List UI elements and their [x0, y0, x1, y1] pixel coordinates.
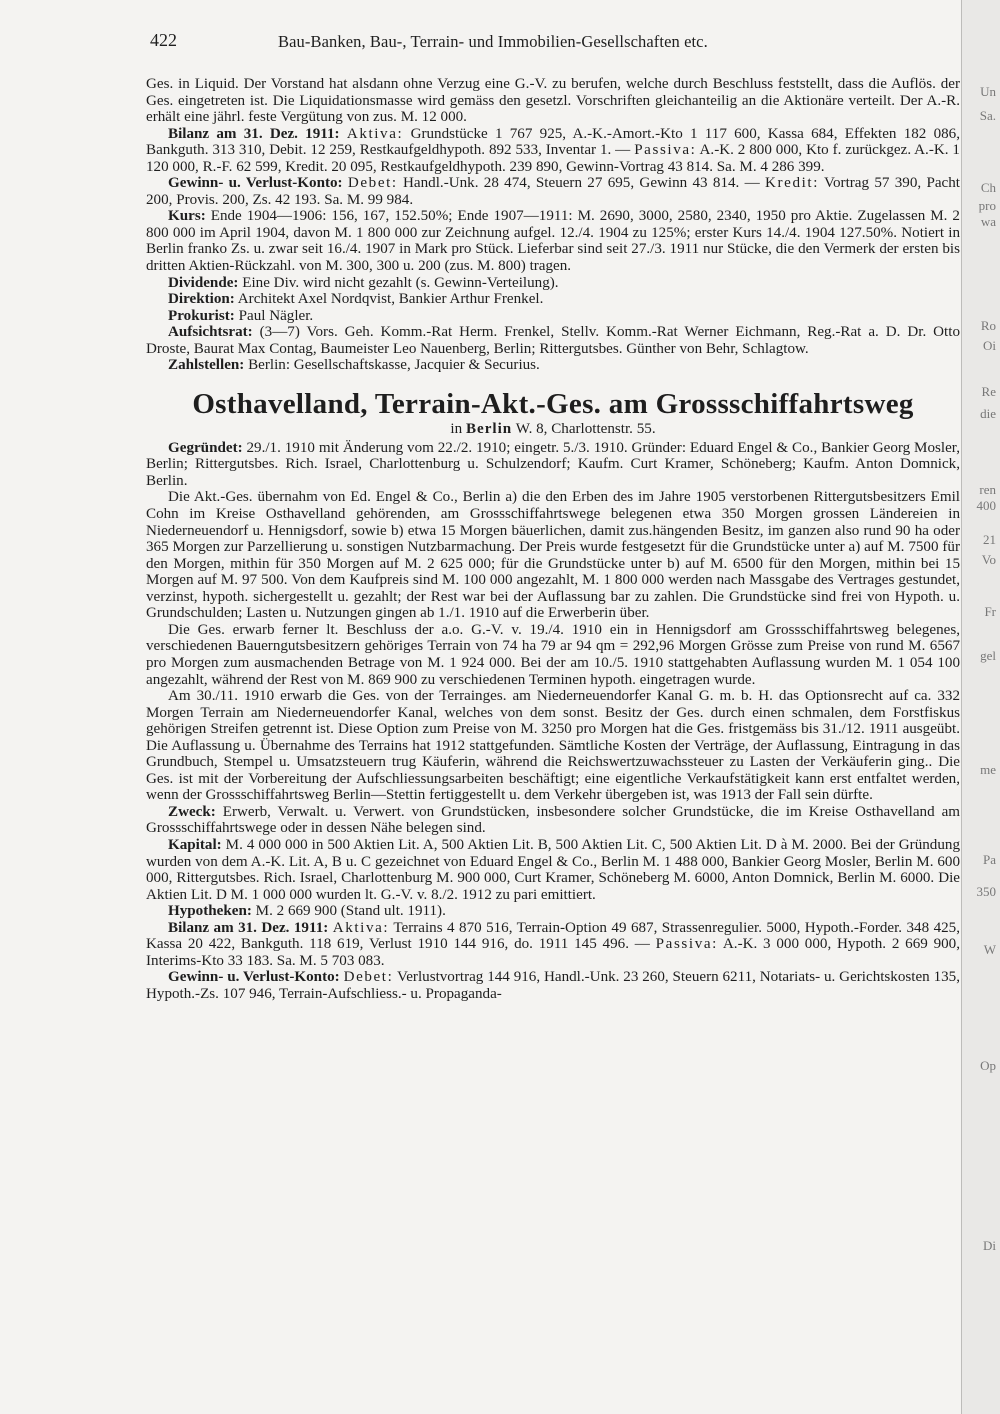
aufsichtsrat-text: (3—7) Vors. Geh. Komm.-Rat Herm. Frenkel, Stellv. Komm.-Rat Werner Eichmann, Reg.-Rat a. D. Dr. Otto Droste, Baurat Max Contag, Baumeister Leo Nauenberg, Berlin; Rittergutsbes. Günther von Behr, Schlagtow. [146, 324, 960, 357]
margin-fragment: Un [980, 84, 996, 99]
location-prefix: in [450, 420, 463, 437]
page-header [150, 30, 840, 60]
bilanz-aktiva-text: Grundstücke 1 767 925, A.-K.-Amort.-Kto 1 117 600, Kassa 684, Effekten 182 086, Bankguth. 313 310, Debit. 12 259, Restkaufgeldhypoth. 892 533, Inventar 1. — [146, 125, 961, 159]
kurs-text: Ende 1904—1906: 156, 167, 152.50%; Ende 1907—1911: M. 2690, 3000, 2580, 2340, 1950 pro Aktie. Zugelassen M. 2 800 000 im April 1904, davon M. 1 800 000 zur Zeichnung aufgel. 12./4. 1904 zu 125%; erster Kurs 14./4. 1904 127.50%. Notiert in Berlin franko Zs. u. zwar seit 16./4. 1907 in Mark pro Stück. Lieferbar sind seit 27./3. 1911 nur Stücke, die den Vermerk der ersten bis dritten Aktien-Rückzahl. von M. 300, 300 u. 200 (zus. M. 800) tragen. [146, 208, 960, 275]
bilanz-1911-section [146, 126, 960, 176]
guv-section [146, 175, 960, 208]
bilanz-aktiva-text-2: Terrains 4 870 516, Terrain-Option 49 687, Strassenregulier. 5000, Hypoth.-Forder. 348 425, Kassa 20 422, Bankguth. 118 619, Verlust 1910 144 916, do. 1911 145 496. — [146, 919, 960, 953]
guv-label: Gewinn- u. Verlust-Konto: [168, 175, 343, 192]
aufsichtsrat-label: Aufsichtsrat: [168, 324, 253, 341]
kapital-text: M. 4 000 000 in 500 Aktien Lit. A, 500 Aktien Lit. B, 500 Aktien Lit. C, 500 Aktien Lit. D à M. 2000. Bei der Gründung wurden von dem A.-K. Lit. A, B u. C gezeichnet von Eduard Engel & Co., Berlin M. 1 488 000, Bankier Georg Mosler, Berlin M. 600 000, Rittergutsbes. Rich. Israel, Charlottenburg M. 900 000, Curt Kramer, Schöneberg M. 6000, Anton Domnick, Berlin M. 6000. Die Aktien Lit. D M. 1 000 000 wurden lt. G.-V. v. 8./2. 1912 zu pari emittiert. [146, 836, 960, 903]
zahlstellen-text: Berlin: Gesellschaftskasse, Jacquier & Securius. [248, 357, 540, 374]
erwerb-paragraph: Die Ges. erwarb ferner lt. Beschluss der a.o. G.-V. v. 19./4. 1910 ein in Hennigsdorf am Grossschiffahrtsweg belegenes, verschiedenen Bauerngutsbesitzern gehöriges Terrain von 74 ha 79 ar 94 qm = 292,96 Morgen Grösse zum Preise von rund M. 6567 pro Morgen zum ausmachenden Betrage von M. 1 924 000. Bei der am 10./5. 1910 stattgehabten Auflassung wurden M. 1 054 100 angezahlt, während der Rest von M. 869 900 zu verschiedenen Terminen hypoth. eingetragen wurde. [146, 621, 960, 688]
zahlstellen-label: Zahlstellen: [168, 357, 245, 374]
zweck-label: Zweck: [168, 803, 216, 820]
company-heading: Osthavelland, Terrain-Akt.-Ges. am Grossschiffahrtsweg [192, 387, 914, 420]
margin-fragment: wa [980, 214, 996, 229]
zweck-text: Erwerb, Verwalt. u. Verwert. von Grundstücken, insbesondere solcher Grundstücke, die im Kreise Osthavelland am Grossschiffahrtswege oder in dessen Nähe belegen sind. [146, 803, 961, 837]
margin-fragment: Fr [984, 604, 996, 619]
margin-fragment: Ch [980, 180, 996, 195]
liquidation-paragraph: Ges. in Liquid. Der Vorstand hat alsdann ohne Verzug eine G.-V. zu berufen, welche durch Beschluss feststellt, dass die Auflös. der Ges. eingetreten ist. Die Liquidationsmasse wird gemäss den gesetzl. Vorschriften gleichanteilig an die Aktionäre verteilt. Der A.-R. erhält eine jährl. feste Vergütung von zus. M. 12 000. [146, 76, 960, 126]
margin-fragment: gel [980, 648, 996, 663]
bilanz-passiva-text: A.-K. 2 800 000, Kto f. zurückgez. A.-K. 1 120 000, R.-F. 62 599, Kredit. 20 095, Restkaufgeldhypoth. 239 890, Gewinn-Vortrag 43 814. Sa. M. 4 286 399. [146, 142, 960, 175]
hypotheken-label: Hypotheken: [168, 903, 252, 920]
location-city: Berlin [465, 420, 513, 437]
direktion-section [146, 291, 960, 308]
kredit-label: Kredit: [765, 175, 820, 192]
hypotheken-section [146, 903, 960, 920]
kurs-label: Kurs: [168, 208, 206, 225]
text-column [146, 76, 960, 1002]
guv-debet-text-2: Verlustvortrag 144 916, Handl.-Unk. 23 260, Steuern 6211, Notariats- u. Gerichtskosten 135, Hypoth.-Zs. 107 946, Terrain-Aufschliess.- u. Propaganda- [146, 969, 960, 1002]
margin-fragment: 21 [983, 532, 996, 547]
margin-fragment: Sa. [979, 108, 996, 123]
aktiva-label: Aktiva: [346, 125, 404, 142]
kapital-label: Kapital: [168, 836, 222, 853]
margin-fragments [964, 0, 998, 1414]
margin-fragment: Pa [983, 852, 996, 867]
prokurist-text: Paul Nägler. [238, 307, 314, 324]
guv-kredit-text: Vortrag 57 390, Pacht 200, Provis. 200, Zs. 42 193. Sa. M. 99 984. [146, 175, 960, 208]
company-location [146, 420, 960, 438]
margin-fragment: pro [978, 198, 996, 213]
kapital-section [146, 837, 960, 903]
hypotheken-text: M. 2 669 900 (Stand ult. 1911). [255, 903, 446, 920]
margin-fragment: me [980, 762, 996, 777]
margin-fragment: Di [983, 1238, 996, 1253]
location-address: W. 8, Charlottenstr. 55. [515, 420, 656, 437]
aufsichtsrat-section [146, 324, 960, 357]
prokurist-section [146, 308, 960, 325]
debet-label: Debet: [347, 175, 398, 192]
prokurist-label: Prokurist: [168, 307, 235, 324]
gegruendet-section [146, 440, 960, 490]
margin-fragment: ren [979, 482, 996, 497]
bilanz-label: Bilanz am 31. Dez. 1911: [168, 125, 340, 142]
direktion-label: Direktion: [168, 291, 235, 308]
page-number: 422 [150, 30, 177, 50]
gegruendet-label: Gegründet: [168, 439, 243, 456]
guv-label-2: Gewinn- u. Verlust-Konto: [168, 969, 340, 986]
facing-page-edge [961, 0, 1000, 1414]
margin-fragment: Re [981, 384, 996, 399]
debet-label-2: Debet: [343, 969, 394, 986]
option-paragraph: Am 30./11. 1910 erwarb die Ges. von der Terrainges. am Niederneuendorfer Kanal G. m. b. H. das Optionsrecht auf ca. 332 Morgen Terrain am Niederneuendorfer Kanal, welches von dem sonst. Besitz der Ges. durch einen schmalen, dem Forstfiskus gehörigen Streifen getrennt ist. Diese Option zum Preise von M. 3250 pro Morgen hat die Ges. fristgemäss bis 31./12. 1911 ausgeübt. Die Auflassung u. Übernahme des Terrains hat 1912 stattgefunden. Sämtliche Kosten der Verträge, der Auflassung, Eintragung in das Grundbuch, Stempel u. Umsatzsteuern trug Käuferin, während die Reichswertzuwachssteuer zu Lasten der Verkäuferin ging.. Die Ges. ist mit der Vorbereitung der Aufschliessungsarbeiten beschäftigt; eine eigentliche Verkaufstätigkeit kann erst entfaltet werden, wenn der Grossschiffahrtsweg Berlin—Stettin fertiggestellt u. dem Verkehr übergeben ist, was 1913 der Fall sein dürfte. [146, 688, 960, 804]
passiva-label: Passiva: [634, 142, 697, 159]
aktiva-label-2: Aktiva: [332, 919, 390, 936]
gegruendet-text: 29./1. 1910 mit Änderung vom 22./2. 1910; eingetr. 5./3. 1910. Gründer: Eduard Engel & Co., Bankier Georg Mosler, Berlin; Rittergutsbes. Rich. Israel, Charlottenburg u. Schulzendorf; Kaufm. Curt Kramer, Schöneberg; Kaufm. Anton Domnick, Berlin. [146, 439, 960, 489]
margin-fragment: W [983, 942, 996, 957]
bilanz-label-2: Bilanz am 31. Dez. 1911: [168, 919, 329, 936]
margin-fragment: Vo [981, 552, 996, 567]
margin-fragment: Op [980, 1058, 996, 1073]
bilanz-passiva-text-2: A.-K. 3 000 000, Hypoth. 2 669 900, Interims-Kto 33 183. Sa. M. 5 703 083. [146, 936, 961, 969]
bilanz-section-2 [146, 920, 960, 970]
margin-fragment: 400 [976, 498, 996, 513]
running-title: Bau-Banken, Bau-, Terrain- und Immobilien-Gesellschaften etc. [278, 32, 708, 51]
zahlstellen-section [146, 357, 960, 374]
margin-fragment: die [980, 406, 996, 421]
dividende-label: Dividende: [168, 274, 239, 291]
dividende-text: Eine Div. wird nicht gezahlt (s. Gewinn-Verteilung). [242, 274, 559, 291]
zweck-section [146, 804, 960, 837]
passiva-label-2: Passiva: [655, 936, 718, 953]
margin-fragment: 350 [976, 884, 996, 899]
guv-debet-text: Handl.-Unk. 28 474, Steuern 27 695, Gewinn 43 814. — [403, 175, 760, 192]
guv-section-2 [146, 969, 960, 1002]
margin-fragment: Oi [983, 338, 996, 353]
kurs-section [146, 208, 960, 274]
direktion-text: Architekt Axel Nordqvist, Bankier Arthur Frenkel. [237, 291, 544, 308]
uebernahme-paragraph: Die Akt.-Ges. übernahm von Ed. Engel & Co., Berlin a) die den Erben des im Jahre 1905 verstorbenen Rittergutsbesitzers Emil Cohn im Kreise Osthavelland gehörenden, am Grossschiffahrtswege belegenen etwa 350 Morgen grossen Ländereien in Niederneuendorf u. Hennigsdorf, sowie b) etwa 15 Morgen bäuerlichen, damit zus.hängenden Besitz, im ganzen also rund 90 ha oder 365 Morgen zur Parzellierung u. sonstigen Nutzbarmachung. Der Preis wurde festgesetzt für die Grundstücke unter a) auf M. 7500 für den Morgen, mithin für 350 Morgen auf M. 2 625 000; für die Grundstücke unter b) auf M. 6500 für den Morgen, mithin bei 15 Morgen auf M. 97 500. Von dem Kaufpreis sind M. 100 000 angezahlt, M. 1 800 000 werden nach Massgabe des Vertrages gestundet, verzinst, hypoth. sichergestellt u. gezahlt; der Rest war bei der Auflassung bar zu zahlen. Die Grundstücke sind frei von Hypoth. u. Grundschulden; Lasten u. Nutzungen gingen ab 1./1. 1910 auf die Erwerberin über. [146, 489, 960, 622]
margin-fragment: Ro [980, 318, 996, 333]
dividende-section [146, 275, 960, 292]
